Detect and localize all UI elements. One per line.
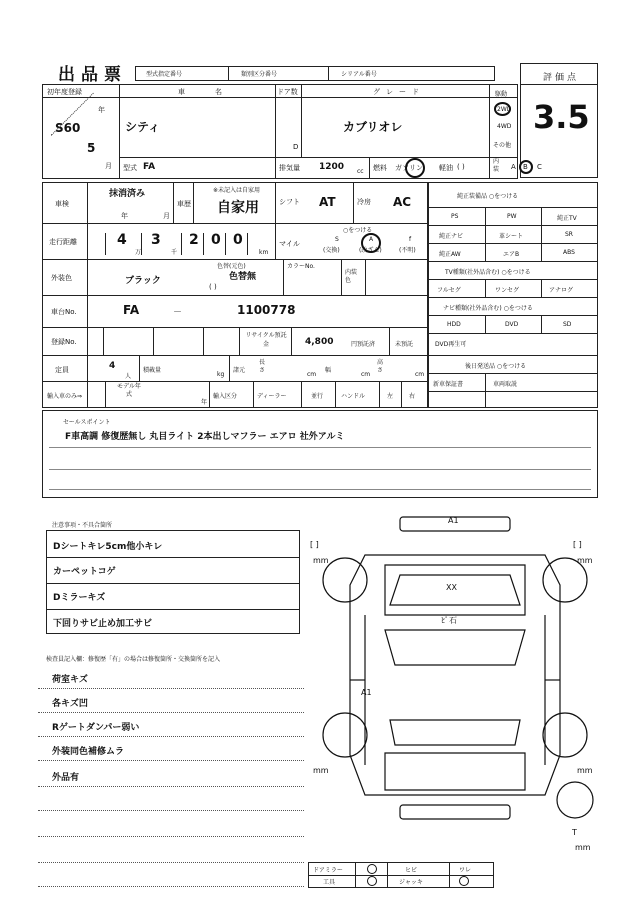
interior-color-label: 内装色 bbox=[345, 269, 358, 284]
interior-a: A bbox=[511, 163, 516, 171]
inspector-item-2: 各キズ凹 bbox=[52, 699, 88, 709]
chassis-prefix: FA bbox=[123, 303, 140, 317]
navi-label: ナビ種類(社外品含む) ○をつける bbox=[443, 305, 533, 312]
meter-a: A bbox=[369, 236, 374, 243]
shift-label: シフト bbox=[279, 198, 300, 206]
circle-note: ○をつける bbox=[343, 227, 373, 234]
dvd-label: DVD再生可 bbox=[435, 341, 467, 348]
type-cert-label: 型式指定番号 bbox=[146, 71, 183, 78]
recycle-label: リサイクル預託金 bbox=[245, 332, 287, 348]
tv-fullseg: フルセグ bbox=[437, 287, 461, 294]
model-year-nen: 年 bbox=[201, 399, 208, 406]
mileage-sen: 千 bbox=[171, 249, 178, 256]
import-label: 輸入車のみ⇒ bbox=[47, 393, 83, 400]
ac-label: 冷房 bbox=[357, 198, 371, 206]
usage-note: ※未記入は自家用 bbox=[213, 187, 261, 194]
sales-text: F車高調 修復歴無し 丸目ライト 2本出しマフラー エアロ 社外アルミ bbox=[65, 432, 345, 442]
color-no-label: カラーNo. bbox=[287, 263, 315, 270]
history-label: 車歴 bbox=[177, 200, 191, 208]
navi-hdd: HDD bbox=[447, 321, 461, 328]
door-d: D bbox=[293, 143, 299, 151]
mm-rl: mm bbox=[313, 766, 329, 775]
grade-label: グレード bbox=[373, 88, 425, 96]
opt-leather: 革シート bbox=[499, 233, 524, 240]
navi-dvd: DVD bbox=[505, 321, 519, 328]
chassis-dash: － bbox=[173, 308, 183, 318]
doors-label: ドア数 bbox=[277, 88, 298, 96]
color-change-paren: ( ) bbox=[209, 283, 217, 291]
sales-point-box bbox=[42, 410, 598, 498]
interior-b: B bbox=[523, 163, 528, 171]
drive-other: その他 bbox=[493, 142, 512, 149]
recycle-amount: 4,800 bbox=[305, 337, 334, 347]
mileage-digit-4: 0 bbox=[211, 232, 221, 248]
serial-label: シリアル番号 bbox=[341, 71, 377, 78]
diagram-mark-chip: ﾋﾟ石 bbox=[441, 616, 457, 625]
capacity-label: 定員 bbox=[55, 366, 69, 374]
car-name-label: 車名 bbox=[178, 88, 252, 96]
class-label: 類別区分番号 bbox=[241, 71, 278, 78]
reg-no-label: 登録No. bbox=[51, 338, 77, 346]
inspector-item-3: Rゲートダンパー弱い bbox=[52, 723, 140, 733]
model: FA bbox=[143, 162, 156, 172]
capacity: 4 bbox=[109, 361, 116, 371]
bracket-fl: [ ] bbox=[310, 540, 319, 549]
dealer-option: ディーラー bbox=[257, 393, 287, 400]
color-change-label: 色替(元色) bbox=[217, 263, 246, 270]
width-label: 幅 bbox=[325, 367, 332, 374]
meter-s: S bbox=[335, 236, 339, 243]
drive-2wd: 2WD bbox=[497, 106, 512, 113]
jack-mark bbox=[459, 876, 469, 886]
first-reg-month: 5 bbox=[87, 141, 96, 155]
meter-a-circle bbox=[361, 233, 381, 253]
meter-s-sub: (交換) bbox=[323, 247, 340, 254]
car-damage-diagram bbox=[305, 505, 605, 865]
parallel-option: 並行 bbox=[311, 393, 324, 400]
tv-label: TV種類(社外品含む) ○をつける bbox=[445, 269, 531, 276]
eval-score: 3.5 bbox=[533, 98, 590, 136]
diagram-mark-a1-front: A1 bbox=[448, 516, 459, 525]
tools-label: 工具 bbox=[323, 879, 336, 886]
mileage-man: 万 bbox=[135, 249, 142, 256]
mileage-label: 走行距離 bbox=[49, 238, 77, 246]
meter-f: f bbox=[409, 236, 412, 243]
chassis-no: 1100778 bbox=[237, 303, 296, 317]
notes-label: 注意事項・不具合箇所 bbox=[52, 522, 113, 529]
diagram-mark-xx: XX bbox=[446, 583, 457, 592]
mileage-digit-5: 0 bbox=[233, 232, 243, 248]
drive-2wd-circle bbox=[494, 102, 511, 116]
genuine-label: 純正装備品 ○をつける bbox=[457, 193, 519, 200]
model-year-label: モデル年式 bbox=[117, 383, 141, 398]
navi-sd: SD bbox=[563, 321, 572, 328]
diagram-mark-a1-side: A1 bbox=[361, 688, 372, 697]
fuel-paren: ( ) bbox=[457, 163, 465, 171]
mile-label: マイル bbox=[279, 240, 300, 248]
grade: カブリオレ bbox=[343, 120, 403, 134]
later-manual: 車両取説 bbox=[493, 381, 518, 388]
eval-label: 評価点 bbox=[543, 73, 580, 83]
first-reg-month-label: 月 bbox=[105, 162, 112, 170]
displacement-label: 排気量 bbox=[279, 164, 300, 172]
fuel-label: 燃料 bbox=[373, 164, 387, 172]
fuel-gas-circle bbox=[405, 158, 425, 178]
mm-rr: mm bbox=[577, 766, 593, 775]
mm-fl: mm bbox=[313, 556, 329, 565]
import-class-label: 輸入区分 bbox=[213, 393, 238, 400]
tools-mark bbox=[367, 876, 377, 886]
width-cm: cm bbox=[361, 371, 371, 378]
displacement: 1200 bbox=[319, 162, 345, 172]
note-item-3: Dミラーキズ bbox=[53, 593, 106, 603]
note-item-4: 下回りサビ止め加工サビ bbox=[53, 619, 153, 629]
drive-label: 駆動 bbox=[495, 91, 508, 98]
fuel-gas: ガソリン bbox=[395, 164, 423, 172]
length-cm: cm bbox=[307, 371, 317, 378]
later-warranty: 新車保証書 bbox=[433, 381, 464, 388]
vehicle-detail-box bbox=[42, 182, 428, 408]
interior-b-circle bbox=[519, 160, 533, 174]
inspection-year: 年 bbox=[121, 212, 128, 220]
height-cm: cm bbox=[415, 371, 425, 378]
inspector-item-5: 外品有 bbox=[52, 773, 80, 783]
notes-box bbox=[46, 530, 300, 634]
usage: 自家用 bbox=[217, 200, 259, 216]
spare-t-bracket: T bbox=[572, 828, 577, 837]
opt-ps: PS bbox=[451, 213, 459, 220]
car-name: シティ bbox=[125, 120, 161, 134]
mileage-digit-2: 3 bbox=[151, 232, 161, 248]
first-reg-label: 初年度登録 bbox=[47, 88, 82, 96]
mileage-km: km bbox=[259, 249, 269, 256]
door-mirror-label: ドアミラー bbox=[313, 867, 343, 874]
recycle-paid: 円預託済 bbox=[351, 341, 376, 348]
opt-sr: SR bbox=[565, 231, 573, 238]
opt-genuine-navi: 純正ナビ bbox=[439, 233, 464, 240]
vehicle-basic-box bbox=[42, 84, 542, 179]
evaluation-box bbox=[520, 63, 598, 178]
recycle-unpaid: 未預託 bbox=[395, 341, 414, 348]
inspection-month: 月 bbox=[163, 212, 170, 220]
meter-f-sub: (不明) bbox=[399, 247, 416, 254]
first-reg-year-label: 年 bbox=[98, 106, 105, 114]
handle-right: 右 bbox=[409, 393, 416, 400]
dims-label: 諸元 bbox=[233, 367, 246, 374]
inspection-value: 抹消済み bbox=[109, 189, 146, 199]
model-label: 型式 bbox=[123, 164, 137, 172]
sales-label: セールスポイント bbox=[63, 419, 111, 426]
handle-left: 左 bbox=[387, 393, 394, 400]
options-box bbox=[428, 182, 598, 408]
fuel-diesel: 軽油 bbox=[439, 164, 453, 172]
first-reg-era: S60 bbox=[55, 121, 81, 135]
opt-pw: PW bbox=[507, 213, 517, 220]
mileage-digit-1: 4 bbox=[117, 232, 127, 248]
inspection-label: 車検 bbox=[55, 200, 69, 208]
opt-abs: ABS bbox=[563, 249, 575, 256]
mm-fr: mm bbox=[577, 556, 593, 565]
mirror-mark bbox=[367, 864, 377, 874]
inspector-item-1: 荷室キズ bbox=[52, 675, 88, 685]
load-kg: kg bbox=[217, 371, 225, 378]
ware-label: ワレ bbox=[459, 867, 472, 874]
opt-genuine-tv: 純正TV bbox=[557, 215, 577, 222]
length-label: 長さ bbox=[259, 359, 266, 374]
parts-table bbox=[308, 862, 494, 888]
later-label: 後日発送品 ○をつける bbox=[465, 363, 527, 370]
tv-analog: アナログ bbox=[549, 287, 574, 294]
interior-label: 内装 bbox=[493, 158, 500, 173]
tv-oneseg: ワンセグ bbox=[495, 287, 520, 294]
hibi-label: ヒビ bbox=[405, 867, 418, 874]
opt-genuine-aw: 純正AW bbox=[439, 251, 461, 258]
header-id-row bbox=[135, 66, 495, 81]
drive-4wd: 4WD bbox=[497, 123, 512, 130]
meter-a-sub: (改ざん) bbox=[359, 247, 382, 254]
note-item-2: カーペットコゲ bbox=[53, 567, 116, 577]
mm-spare: mm bbox=[575, 843, 591, 852]
chassis-label: 車台No. bbox=[51, 308, 77, 316]
color: ブラック bbox=[125, 276, 161, 286]
shift: AT bbox=[319, 195, 336, 209]
mileage-digit-3: 2 bbox=[189, 232, 199, 248]
form-title: 出品票 bbox=[58, 65, 127, 85]
note-item-1: Dシートキレ5cm他小キレ bbox=[53, 542, 163, 552]
inspector-label: 検査員記入欄：修復歴「有」の場合は修復箇所・交換箇所を記入 bbox=[46, 656, 221, 663]
handle-label: ハンドル bbox=[341, 393, 366, 400]
color-label: 外装色 bbox=[51, 274, 72, 282]
color-change: 色替無 bbox=[229, 272, 257, 282]
person-label: 人 bbox=[125, 373, 132, 380]
load-label: 積載量 bbox=[143, 367, 162, 374]
cc-label: cc bbox=[357, 168, 364, 175]
jack-label: ジャッキ bbox=[399, 879, 423, 886]
bracket-fr: [ ] bbox=[573, 540, 582, 549]
interior-c: C bbox=[537, 163, 542, 171]
height-label: 高さ bbox=[377, 359, 384, 374]
opt-airbag: エアB bbox=[503, 251, 520, 258]
ac: AC bbox=[393, 195, 412, 209]
inspector-item-4: 外装同色補修ムラ bbox=[52, 747, 125, 757]
